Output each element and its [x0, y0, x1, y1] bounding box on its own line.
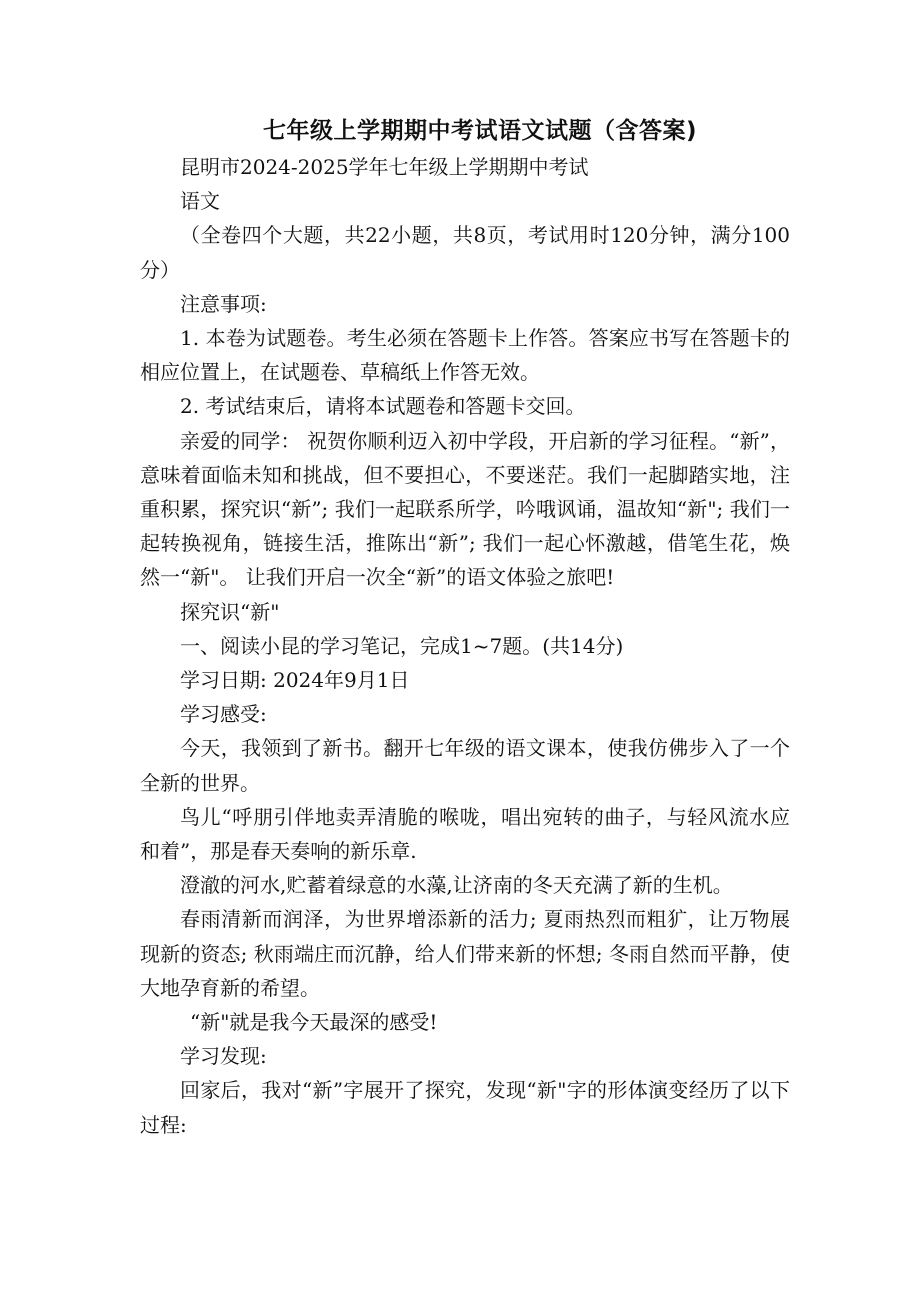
exam-info-paragraph: （全卷四个大题，共22小题，共8页，考试用时120分钟，满分100分） [140, 223, 790, 282]
study-feeling-heading: 学习感受: [180, 702, 267, 727]
document-title: 七年级上学期期中考试语文试题（含答案) [262, 118, 697, 144]
notice-item-1: 1. 本卷为试题卷。考生必须在答题卡上作答。答案应书写在答题卡的相应位置上，在试题卷、草稿纸上作答无效。 [140, 326, 790, 385]
exam-name-line: 昆明市2024-2025学年七年级上学期期中考试 [180, 155, 589, 179]
notice-item-2: 2. 考试结束后，请将本试题卷和答题卡交回。 [180, 394, 586, 419]
greeting-paragraph: 亲爱的同学： 祝贺你顺利迈入初中学段，开启新的学习征程。“新”，意味着面临未知和挑战，但不要担心，不要迷茫。我们一起脚踏实地，注重积累，探究识“新”; 我们一起联系所学，吟哦讽诵，温故知“新"; 我们一起转换视角，链接生活，推陈出“新”; 我们一起心怀激越，借笔生花，焕然一“新"。 让我们开启一次全“新”的语文体验之旅吧! [140, 428, 790, 590]
note-paragraph: 今天，我领到了新书。翻开七年级的语文课本，使我仿佛步入了一个全新的世界。 [140, 736, 790, 795]
section-heading: 探究识“新" [180, 599, 280, 624]
study-discovery-heading: 学习发现: [180, 1044, 267, 1069]
note-paragraph: 澄澈的河水,贮蓄着绿意的水藻,让济南的冬天充满了新的生机。 [180, 873, 733, 898]
notice-heading: 注意事项: [180, 291, 267, 316]
question-group-heading: 一、阅读小昆的学习笔记，完成1~7题。(共14分) [180, 633, 624, 658]
note-paragraph: 春雨清新而润泽，为世界增添新的活力; 夏雨热烈而粗犷，让万物展现新的资态; 秋雨端庄而沉静，给人们带来新的怀想; 冬雨自然而平静，使大地孕育新的希望。 [140, 907, 790, 1000]
note-paragraph: “新"就是我今天最深的感受! [190, 1010, 438, 1035]
document-body [140, 150, 790, 1142]
note-paragraph: 鸟儿“呼朋引伴地卖弄清脆的喉咙，唱出宛转的曲子，与轻风流水应和着”，那是春天奏响的新乐章. [140, 804, 790, 864]
note-paragraph: 回家后，我对“新”字展开了探究，发现“新"字的形体演变经历了以下过程: [140, 1078, 790, 1137]
subject-line: 语文 [180, 189, 220, 214]
study-date-line: 学习日期: 2024年9月1日 [180, 668, 410, 693]
